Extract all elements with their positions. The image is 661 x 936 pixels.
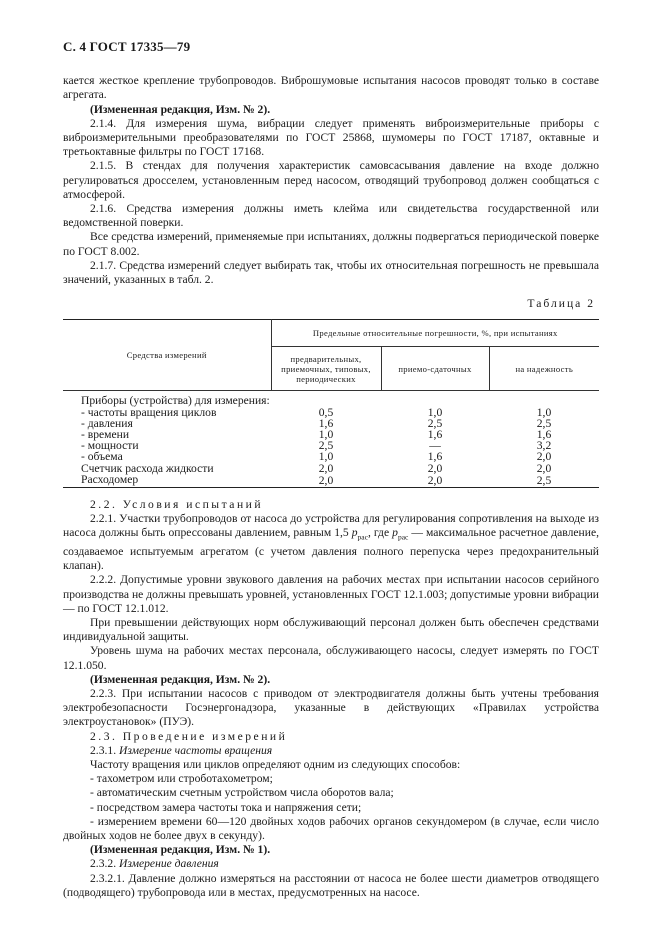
table-header-acceptance: приемо-сдаточных xyxy=(381,347,489,391)
paragraph-2-2-2-noise: Уровень шума на рабочих местах персонала, обслуживающего насосы, следует измерять по ГОСТ 12.1.050. xyxy=(63,644,599,672)
cell-preliminary: 0,5 xyxy=(318,405,334,419)
paragraph-2-2-2-protection: При превышении действующих норм обслуживающий персонал должен быть обеспечен средствами индивидуальной защиты. xyxy=(63,616,599,644)
section-number: 2.3.2. xyxy=(90,857,119,871)
symbol-p: p xyxy=(392,526,398,540)
section-2-3-1-heading xyxy=(63,744,599,758)
amendment-note: (Измененная редакция, Изм. № 2). xyxy=(90,102,271,116)
paragraph-2-2-1 xyxy=(63,512,599,573)
symbol-p-subscript: рас xyxy=(397,532,409,542)
paragraph-2-1-4: 2.1.4. Для измерения шума, вибрации следует применять виброизмерительные приборы с виброизмерительными преобразователями по ГОСТ 25868, шумомеры по ГОСТ 17187, октавные и третьоктавные фильтры по ГОСТ 17168. xyxy=(63,116,599,159)
table-header-error-limits: Предельные относительные погрешности, %, при испытаниях xyxy=(271,320,599,347)
error-limits-table xyxy=(63,319,599,488)
text-fragment: — максимальное расчетное давление, создаваемое испытуемым агрегатом (с учетом давления полного перепуска через предохранительный клапан). xyxy=(63,526,599,573)
cell-reliability: 2,0 xyxy=(536,461,552,475)
symbol-p: p xyxy=(351,526,358,540)
table-row xyxy=(63,463,599,474)
table-header-instruments: Средства измерений xyxy=(63,320,271,391)
list-item: - измерением времени 60—120 двойных ходов рабочих органов секундомером (в случае, если число двойных ходов не более двух в секунду). xyxy=(63,814,599,843)
text-fragment: 2.2.1. Участки трубопроводов от насоса до устройства для регулирования сопротивления на выходе из насоса должны быть опрессованы давлением, равным 1,5 xyxy=(63,512,599,540)
cell-reliability: 1,6 xyxy=(536,428,552,442)
paragraph-2-2-3: 2.2.3. При испытании насосов с приводом от электродвигателя должны быть учтены требования электробезопасности Госэнергонадзора, указанные в действующих «Правилах устройства электроустановок» (ПУЭ). xyxy=(63,687,599,729)
cell-reliability: 2,0 xyxy=(536,450,552,464)
cell-acceptance: — xyxy=(429,439,441,453)
row-label: - времени xyxy=(81,428,130,442)
page-header: С. 4 ГОСТ 17335—79 xyxy=(63,39,191,54)
row-label: Счетчик расхода жидкости xyxy=(81,461,214,475)
cell-preliminary: 1,6 xyxy=(318,416,334,430)
amendment-note: (Измененная редакция, Изм. № 2). xyxy=(90,672,271,686)
section-2-3-2-heading xyxy=(63,857,599,871)
table-group-label: Приборы (устройства) для измерения: xyxy=(81,394,270,408)
cell-acceptance: 1,6 xyxy=(427,428,443,442)
paragraph-2-3-2-1: 2.3.2.1. Давление должно измеряться на расстоянии от насоса не более шести диаметров отводящего (подводящего) трубопровода или в местах, предусмотренных на насосе. xyxy=(63,871,599,899)
section-number: 2.3.1. xyxy=(90,743,119,757)
cell-acceptance: 2,0 xyxy=(427,473,443,487)
paragraph-2-1-5: 2.1.5. В стендах для получения характеристик самовсасывания давление на входе должно регулироваться дросселем, установленным перед насосом, отводящий трубопровод должен сообщаться с атмосферой. xyxy=(63,159,599,201)
document-page xyxy=(63,40,599,900)
text-fragment: , где xyxy=(367,526,393,540)
cell-reliability: 2,5 xyxy=(536,473,552,487)
cell-reliability: 3,2 xyxy=(536,439,552,453)
cell-preliminary: 1,0 xyxy=(318,450,334,464)
paragraph-2-1-6-verification: Все средства измерений, применяемые при испытаниях, должны подвергаться периодической поверке по ГОСТ 8.002. xyxy=(63,230,599,258)
table-header-reliability: на надежность xyxy=(489,347,599,391)
symbol-p-subscript: рас xyxy=(357,532,368,542)
row-label: Расходомер xyxy=(81,472,139,486)
row-label: - мощности xyxy=(81,439,139,453)
cell-preliminary: 1,0 xyxy=(318,428,334,442)
cell-preliminary: 2,0 xyxy=(318,473,334,487)
cell-acceptance: 2,5 xyxy=(427,416,443,430)
cell-acceptance: 1,6 xyxy=(427,450,443,464)
section-title: Измерение частоты вращения xyxy=(118,743,273,757)
list-item: - автоматическим счетным устройством числа оборотов вала; xyxy=(90,786,394,800)
paragraph-2-3-1: Частоту вращения или циклов определяют одним из следующих способов: xyxy=(90,758,461,772)
cell-reliability: 2,5 xyxy=(536,416,552,430)
section-2-2-heading: 2.2. Условия испытаний xyxy=(90,498,264,512)
section-title: Измерение давления xyxy=(118,857,219,871)
table-row xyxy=(63,474,599,488)
table-header-preliminary: предварительных, приемочных, типовых, периодических xyxy=(271,347,381,391)
paragraph-2-1-6: 2.1.6. Средства измерения должны иметь клейма или свидетельства государственной или ведомственной поверки. xyxy=(63,202,599,230)
cell-preliminary: 2,5 xyxy=(318,439,334,453)
amendment-note: (Измененная редакция, Изм. № 1). xyxy=(90,843,271,857)
list-item: - тахометром или строботахометром; xyxy=(90,772,273,786)
cell-preliminary: 2,0 xyxy=(318,461,334,475)
paragraph-2-2-2: 2.2.2. Допустимые уровни звукового давления на рабочих местах при испытании насосов серийного производства не должны превышать уровней, установленных ГОСТ 12.1.003; допустимые уровни вибрации — по ГОСТ 12.1.012. xyxy=(63,573,599,615)
paragraph-continuation: кается жесткое крепление трубопроводов. Виброшумовые испытания насосов проводят только в составе агрегата. xyxy=(63,74,599,102)
row-label: - частоты вращения циклов xyxy=(81,405,217,419)
row-label: - давления xyxy=(81,416,133,430)
cell-acceptance: 1,0 xyxy=(427,405,443,419)
cell-reliability: 1,0 xyxy=(536,405,552,419)
table-caption: Таблица 2 xyxy=(527,297,595,311)
row-label: - объема xyxy=(81,450,123,464)
table-row xyxy=(63,451,599,462)
section-2-3-heading: 2.3. Проведение измерений xyxy=(90,729,288,743)
paragraph-2-1-7: 2.1.7. Средства измерений следует выбирать так, чтобы их относительная погрешность не превышала значений, указанных в табл. 2. xyxy=(63,258,599,287)
list-item: - посредством замера частоты тока и напряжения сети; xyxy=(90,800,362,814)
cell-acceptance: 2,0 xyxy=(427,461,443,475)
